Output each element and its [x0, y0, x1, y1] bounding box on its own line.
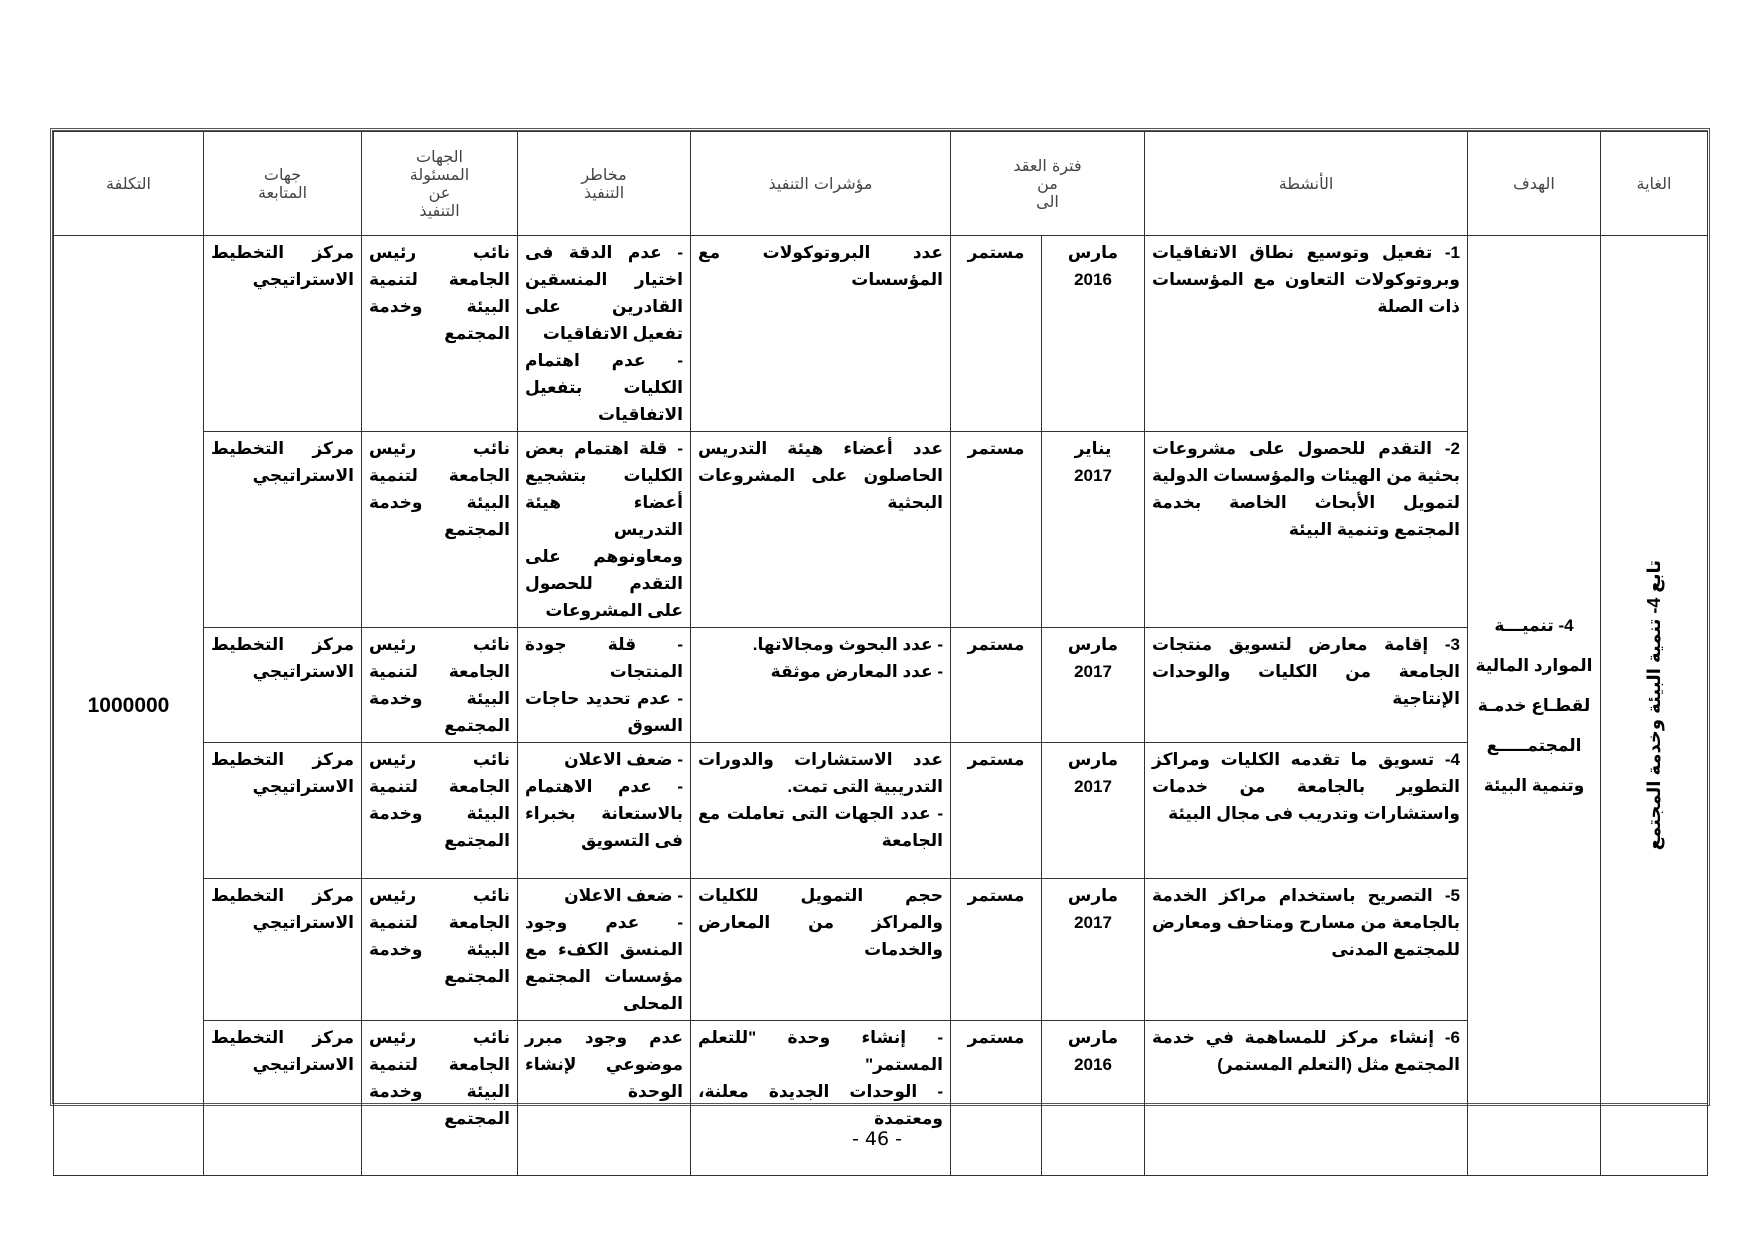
header-activities: الأنشطة [1145, 132, 1468, 236]
indicators-cell: عدد الاستشارات والدورات التدريبية التى تمت. - عدد الجهات التى تعاملت مع الجامعة [691, 743, 951, 879]
objective-cell: 4- تنميـــة الموارد المالية لقطـاع خدمـة المجتمـــــع وتنمية البيئة [1468, 236, 1601, 1176]
followup-cell: مركز التخطيط الاستراتيجي [204, 628, 362, 743]
header-cost: التكلفة [54, 132, 204, 236]
indicators-cell: عدد أعضاء هيئة التدريس الحاصلون على المشروعات البحثية [691, 432, 951, 628]
followup-cell: مركز التخطيط الاستراتيجي [204, 236, 362, 432]
activity-cell: 5- التصريح باستخدام مراكز الخدمة بالجامعة من مسارح ومتاحف ومعارض للمجتمع المدنى [1145, 879, 1468, 1021]
activity-cell: 4- تسويق ما تقدمه الكليات ومراكز التطوير بالجامعة من خدمات واستشارات وتدريب فى مجال البيئة [1145, 743, 1468, 879]
header-risks: مخاطر التنفيذ [518, 132, 691, 236]
period-from-cell: مارس 2017 [1042, 879, 1145, 1021]
header-row [54, 132, 1708, 236]
followup-cell: مركز التخطيط الاستراتيجي [204, 879, 362, 1021]
period-to-cell: مستمر [951, 743, 1042, 879]
period-to-cell: مستمر [951, 879, 1042, 1021]
header-indicators: مؤشرات التنفيذ [691, 132, 951, 236]
table-row [54, 432, 1708, 628]
cost-cell: 1000000 [54, 236, 204, 1176]
period-to-cell: مستمر [951, 432, 1042, 628]
responsible-cell: نائب رئيس الجامعة لتنمية البيئة وخدمة المجتمع [362, 628, 518, 743]
responsible-cell: نائب رئيس الجامعة لتنمية البيئة وخدمة المجتمع [362, 236, 518, 432]
period-to-cell: مستمر [951, 236, 1042, 432]
responsible-cell: نائب رئيس الجامعة لتنمية البيئة وخدمة المجتمع [362, 743, 518, 879]
period-from-cell: مارس 2017 [1042, 628, 1145, 743]
activity-cell: 1- تفعيل وتوسيع نطاق الاتفاقيات وبروتوكولات التعاون مع المؤسسات ذات الصلة [1145, 236, 1468, 432]
header-objective: الهدف [1468, 132, 1601, 236]
risks-cell: - ضعف الاعلان - عدم وجود المنسق الكفء مع مؤسسات المجتمع المحلى [518, 879, 691, 1021]
table-row [54, 628, 1708, 743]
strategic-plan-table [53, 131, 1708, 1176]
table-row [54, 1021, 1708, 1176]
risks-cell: - قلة جودة المنتجات - عدم تحديد حاجات السوق [518, 628, 691, 743]
period-from-cell: يناير 2017 [1042, 432, 1145, 628]
activity-cell: 3- إقامة معارض لتسويق منتجات الجامعة من الكليات والوحدات الإنتاجية [1145, 628, 1468, 743]
followup-cell: مركز التخطيط الاستراتيجي [204, 1021, 362, 1176]
period-from-cell: مارس 2017 [1042, 743, 1145, 879]
followup-cell: مركز التخطيط الاستراتيجي [204, 432, 362, 628]
table-row [54, 879, 1708, 1021]
risks-cell: عدم وجود مبرر موضوعي لإنشاء الوحدة [518, 1021, 691, 1176]
header-followup: جهات المتابعة [204, 132, 362, 236]
activity-cell: 6- إنشاء مركز للمساهمة في خدمة المجتمع مثل (التعلم المستمر) [1145, 1021, 1468, 1176]
risks-cell: - ضعف الاعلان - عدم الاهتمام بالاستعانة بخبراء فى التسويق [518, 743, 691, 879]
indicators-cell: - عدد البحوث ومجالاتها. - عدد المعارض موثقة [691, 628, 951, 743]
page-number: - 46 - [852, 1128, 902, 1150]
period-to-cell: مستمر [951, 1021, 1042, 1176]
period-to-cell: مستمر [951, 628, 1042, 743]
header-period: فترة العقد من الى [951, 132, 1145, 236]
indicators-cell: - إنشاء وحدة "للتعلم المستمر" - الوحدات الجديدة معلنة، ومعتمدة [691, 1021, 951, 1176]
header-goal: الغاية [1601, 132, 1708, 236]
indicators-cell: عدد البروتوكولات مع المؤسسات [691, 236, 951, 432]
activity-cell: 2- التقدم للحصول على مشروعات بحثية من الهيئات والمؤسسات الدولية لتمويل الأبحاث الخاصة بخدمة المجتمع وتنمية البيئة [1145, 432, 1468, 628]
indicators-cell: حجم التمويل للكليات والمراكز من المعارض والخدمات [691, 879, 951, 1021]
header-responsible: الجهات المسئولة عن التنفيذ [362, 132, 518, 236]
goal-cell: تابع 4- تنمية البيئة وخدمة المجتمع [1601, 236, 1708, 1176]
responsible-cell: نائب رئيس الجامعة لتنمية البيئة وخدمة المجتمع [362, 1021, 518, 1176]
table-row [54, 236, 1708, 432]
responsible-cell: نائب رئيس الجامعة لتنمية البيئة وخدمة المجتمع [362, 432, 518, 628]
risks-cell: - عدم الدقة فى اختيار المنسقين القادرين على تفعيل الاتفاقيات - عدم اهتمام الكليات بتفعيل الاتفاقيات [518, 236, 691, 432]
table-row [54, 743, 1708, 879]
followup-cell: مركز التخطيط الاستراتيجي [204, 743, 362, 879]
period-from-cell: مارس 2016 [1042, 236, 1145, 432]
responsible-cell: نائب رئيس الجامعة لتنمية البيئة وخدمة المجتمع [362, 879, 518, 1021]
risks-cell: - قلة اهتمام بعض الكليات بتشجيع أعضاء هيئة التدريس ومعاونوهم على التقدم للحصول على المشروعات [518, 432, 691, 628]
period-from-cell: مارس 2016 [1042, 1021, 1145, 1176]
